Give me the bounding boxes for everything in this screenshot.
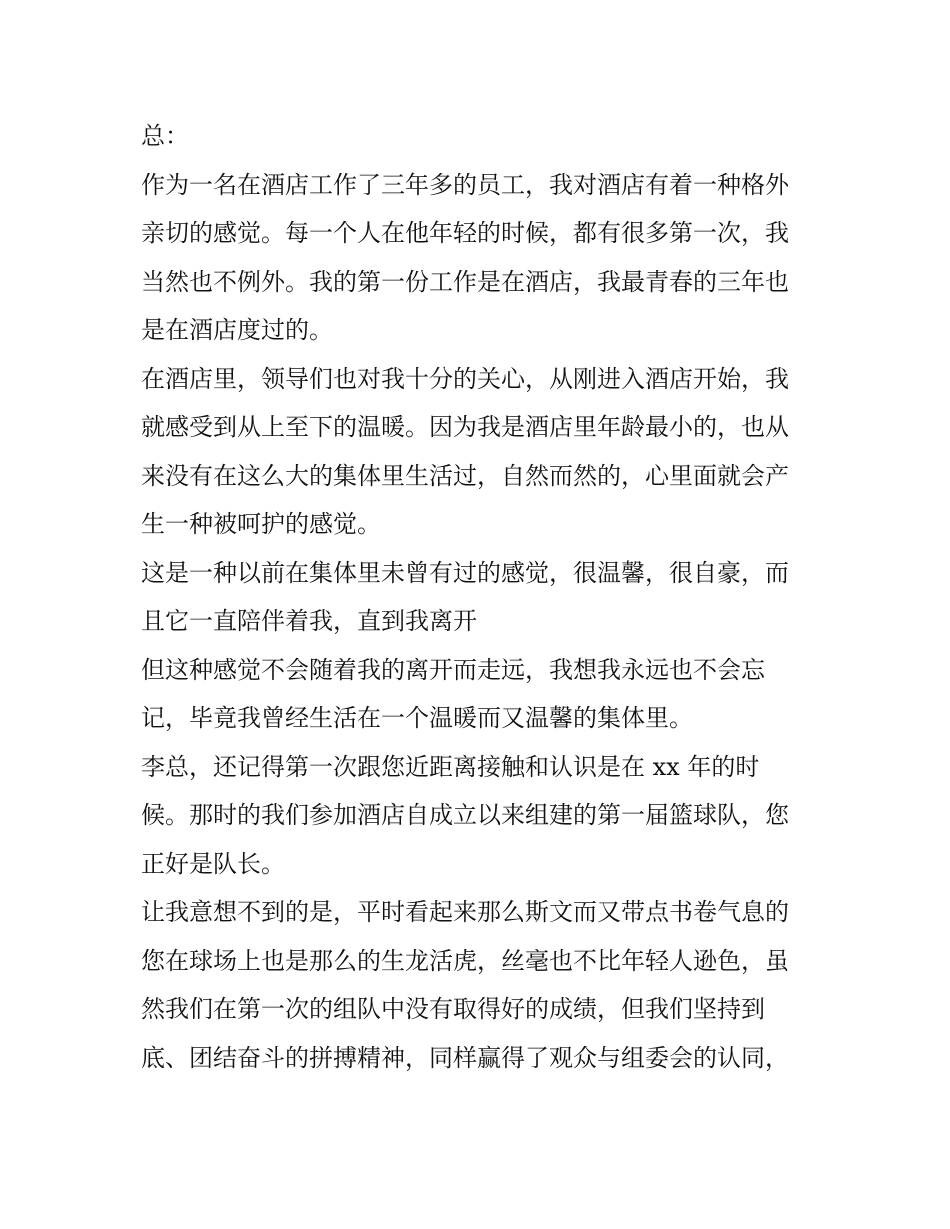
text-line: 候。那时的我们参加酒店自成立以来组建的第一届篮球队，您 <box>141 801 789 829</box>
text-line: 底、团结奋斗的拼搏精神，同样赢得了观众与组委会的认同， <box>141 1043 789 1072</box>
body-text <box>141 112 816 1082</box>
text-line: 且它一直陪伴着我，直到我离开 <box>141 607 477 635</box>
text-line: 作为一名在酒店工作了三年多的员工，我对酒店有着一种格外 <box>141 170 789 199</box>
text-line: 记，毕竟我曾经生活在一个温暖而又温馨的集体里。 <box>141 704 693 732</box>
text-line: 亲切的感觉。每一个人在他年轻的时候，都有很多第一次，我 <box>141 219 789 247</box>
text-line: 是在酒店度过的。 <box>141 316 333 344</box>
text-line: 生一种被呵护的感觉。 <box>141 510 381 538</box>
text-line: 让我意想不到的是，平时看起来那么斯文而又带点书卷气息的 <box>141 898 789 926</box>
text-line: 当然也不例外。我的第一份工作是在酒店，我最青春的三年也 <box>141 267 789 296</box>
text-line: 然我们在第一次的组队中没有取得好的成绩，但我们坚持到 <box>141 995 765 1023</box>
text-line: 在酒店里，领导们也对我十分的关心，从刚进入酒店开始，我 <box>141 364 789 393</box>
text-line: 李总，还记得第一次跟您近距离接触和认识是在 xx 年的时 <box>141 752 760 781</box>
text-line: 就感受到从上至下的温暖。因为我是酒店里年龄最小的，也从 <box>141 413 789 441</box>
text-line-salutation: 总： <box>141 122 189 150</box>
text-line: 这是一种以前在集体里未曾有过的感觉，很温馨，很自豪，而 <box>141 558 789 587</box>
text-line: 您在球场上也是那么的生龙活虎，丝毫也不比年轻人逊色，虽 <box>141 946 789 975</box>
text-line: 正好是队长。 <box>141 849 285 878</box>
text-line: 但这种感觉不会随着我的离开而走远，我想我永远也不会忘 <box>141 655 765 684</box>
text-line: 来没有在这么大的集体里生活过，自然而然的，心里面就会产 <box>141 461 789 490</box>
